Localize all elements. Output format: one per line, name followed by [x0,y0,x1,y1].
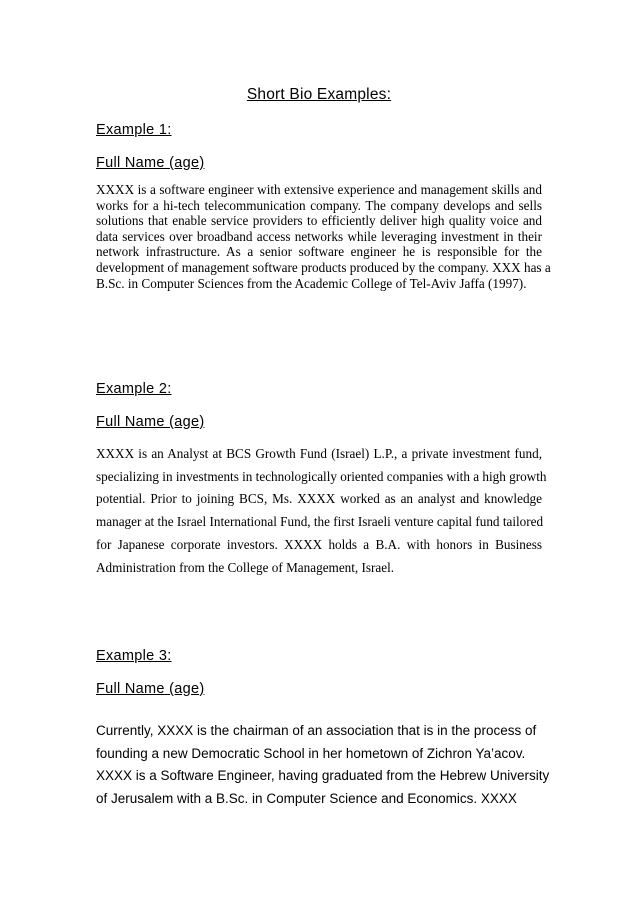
example-1-heading: Example 1: [96,122,172,138]
bio-line: potential. Prior to joining BCS, Ms. XXXX worked as an analyst and knowledge [96,491,542,507]
example-2-heading: Example 2: [96,381,172,397]
bio-line: development of management software products produced by the company. XXX has a [96,259,551,275]
bio-line: works for a hi-tech telecommunication company. The company develops and sells [96,197,542,213]
example-1-bio [96,182,551,291]
bio-line: manager at the Israel International Fund, the first Israeli venture capital fund tailored [96,514,544,530]
bio-line: Currently, XXXX is the chairman of an association that is in the process of [96,723,537,738]
example-2-bio [96,443,547,579]
bio-line: founding a new Democratic School in her hometown of Zichron Ya’acov. [96,745,526,761]
bio-line: XXXX is an Analyst at BCS Growth Fund (Israel) L.P., a private investment fund, [96,446,542,461]
example-3-heading: Example 3: [96,648,172,664]
bio-line: for Japanese corporate investors. XXXX holds a B.A. with honors in Business [96,536,542,552]
example-2-name-label: Full Name (age) [96,414,205,430]
bio-line: Administration from the College of Management, Israel. [96,559,395,575]
example-1-name-label: Full Name (age) [96,155,205,171]
bio-line: data services over broadband access networks while leveraging investment in their [96,228,542,244]
bio-line: network infrastructure. As a senior software engineer he is responsible for the [96,244,542,260]
bio-line: B.Sc. in Computer Sciences from the Academic College of Tel-Aviv Jaffa (1997). [96,275,527,291]
bio-line: specializing in investments in technologically oriented companies with a high growth [96,468,547,484]
example-3-bio [96,720,550,811]
example-3-name-label: Full Name (age) [96,681,205,697]
bio-line: of Jerusalem with a B.Sc. in Computer Science and Economics. XXXX [96,791,517,807]
bio-line: solutions that enable service providers to efficiently deliver high quality voice and [96,213,542,229]
page-title: Short Bio Examples: [246,86,392,103]
bio-line: XXXX is a Software Engineer, having graduated from the Hebrew University [96,768,550,784]
bio-line: XXXX is a software engineer with extensive experience and management skills and [96,182,542,197]
